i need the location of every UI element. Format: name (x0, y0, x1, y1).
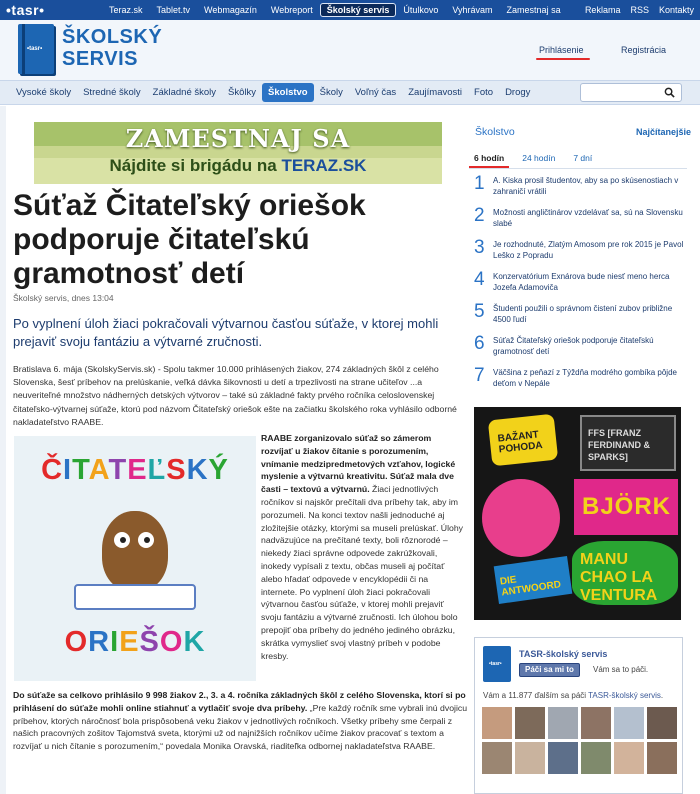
nav-stredne-skoly[interactable]: Stredné školy (83, 87, 141, 98)
list-item[interactable] (474, 334, 689, 366)
article-paragraph-2 (261, 432, 463, 662)
paragraph-2-text: Žiaci jednotlivých ročníkov si najskôr prečítali dva príbehy tak, aby im porozumeli. Na konci textov našli jednoduché aj zložitejšie otázky, ktorými sa museli prelúskať. Úlohy nadväzujúce na prečítané texty, boli rôznorodé – niekedy žiaci správne odpovede zakrúžkovali, inokedy vypísali z textu, občas museli aj počítať alebo hľadať odpovede v encyklopédii či na internete. Po vyplnení úloh žiaci pokračovali výtvarnou časťou súťaže, v ktorej mohli prejaviť svoju fantáziu a výtvarné zručnosti. Ich úlohou bolo prepojiť oba príbehy do jedného jediného obrázku, skrátka vymyslieť svoj vlastný príbeh v podobe kresby. (261, 484, 464, 661)
list-item-link[interactable]: Konzervatórium Exnárova bude niesť meno herca Jozefa Adamoviča (493, 272, 670, 292)
sidebar-heading: Školstvo (475, 126, 515, 138)
list-item-link[interactable]: Väčšina z peňazí z Týždňa modrého gombíka pôjde deťom v Nepále (493, 368, 677, 388)
nav-volny-cas[interactable]: Voľný čas (354, 87, 397, 98)
site-brand[interactable] (62, 26, 162, 70)
paragraph-2-bold: RAABE zorganizovalo súťaž so zámerom rozvíjať u žiakov čítanie s porozumením, vnímanie medzipredmetových vzťahov, logické myslenie a výtvarnú kreativitu. Súťaž mala dve časti – textovú a výtvarnú. (261, 433, 456, 495)
nav-drogy[interactable]: Drogy (505, 87, 531, 98)
list-item-link[interactable]: Súťaž Čitateľský oriešok podporuje čitateľskú gramotnosť detí (493, 336, 654, 356)
avatar[interactable] (647, 707, 677, 739)
tasr-logo[interactable]: •tasr• (6, 2, 45, 18)
top-nav-skolsky-servis[interactable]: Školský servis (320, 3, 397, 17)
sidebar-divider (469, 168, 687, 169)
sidebar-most-read[interactable]: Najčítanejšie (636, 127, 692, 137)
top-right-links (575, 0, 694, 20)
poster-badge-ffs: FFS [FRANZ FERDINAND & SPARKS] (588, 428, 650, 462)
nav-zakladne-skoly[interactable]: Základné školy (152, 87, 217, 98)
register-link[interactable]: Registrácia (621, 45, 667, 55)
avatar[interactable] (482, 742, 512, 774)
top-bar (0, 0, 700, 20)
paragraph-3-bold: Do súťaže sa celkovo prihlásilo 9 998 žiakov 2., 3. a 4. ročníka základných škôl z celého Slovenska, ktorí si po prihlásení do súťaže mohli online stiahnuť a vytlačiť svoje dva príbehy. (13, 690, 466, 713)
fb-faces-grid (482, 707, 678, 774)
search-input[interactable] (581, 86, 661, 103)
paragraph-3-text: „Pre každý ročník sme vybrali inú dvojicu príbehov, ktorých náročnosť bola prispôsobená veku žiakov v jednotlivých ročníkoch. Všetky príbehy sme čerpali z našich pracovných zošitov Tajomstvá sveta, ktorými už od najnižších ročníkov učíme žiakov pracovať s textom a rozvíjať u nich čítanie s porozumením,“ povedala Monika Oravská, riaditeľka odbornej nakladateľstva RAABE. (13, 702, 468, 752)
article-image[interactable] (14, 436, 256, 681)
most-read-list (474, 174, 689, 398)
tab-24-hodin[interactable]: 24 hodín (522, 153, 556, 163)
poster-figure-icon (482, 479, 560, 557)
list-item-number: 5 (474, 301, 485, 322)
nav-vysoke-skoly[interactable]: Vysoké školy (16, 87, 72, 98)
sidebar-tabs (474, 153, 610, 163)
banner-headline: ZAMESTNAJ SA (125, 124, 351, 153)
festival-poster-ad[interactable] (474, 407, 681, 620)
top-nav-teraz[interactable]: Teraz.sk (109, 5, 143, 15)
main-nav (0, 80, 700, 105)
poster-badge-bjork: BJÖRK (582, 493, 672, 520)
link-reklama[interactable]: Reklama (584, 5, 621, 15)
article-paragraph-3 (13, 689, 468, 753)
avatar[interactable] (581, 742, 611, 774)
article-perex: Po vyplnení úloh žiaci pokračovali výtvarnou časťou súťaže, v ktorej mohli prejaviť svoju fantáziu a výtvarné zručnosti. (13, 316, 439, 349)
image-title-bottom: ORIEŠOK (64, 626, 206, 658)
list-item-number: 7 (474, 365, 485, 386)
top-nav-tablet[interactable]: Tablet.tv (156, 5, 191, 15)
fb-page-logo-icon[interactable] (483, 646, 511, 682)
avatar[interactable] (614, 707, 644, 739)
list-item-number: 2 (474, 205, 485, 226)
book-logo-label: •tasr• (27, 46, 43, 52)
list-item[interactable] (474, 302, 689, 334)
avatar[interactable] (647, 742, 677, 774)
link-kontakty[interactable]: Kontakty (658, 5, 694, 15)
poster-badge-antwoord: DIE ANTWOORD (499, 574, 562, 599)
top-nav-vyhravam[interactable]: Vyhrávam (452, 5, 493, 15)
image-title-top: ČITATEĽSKÝ (41, 454, 229, 486)
top-nav-zamestnaj[interactable]: Zamestnaj sa (506, 5, 561, 15)
paragraph-1-text: Bratislava 6. mája (SkolskyServis.sk) - Spolu takmer 10.000 prihlásených žiakov, 274 základných škôl z celého Slovenska, šesť príbehov na prelúskanie, veľká dávka šikovnosti u detí a trpezlivosti na strane učiteľov ...a neuveriteľné množstvo nádherných detských výtvorov – také sú základné fakty prvého ročníka celoslovenskej čitateľsko-výtvarnej súťaže, ktorú pod názvom Čitateľský oriešok ešte na začiatku školského roka vyhlásilo odborné nakladateľstvo RAABE. (13, 364, 457, 427)
top-nav-webreport[interactable]: Webreport (270, 5, 313, 15)
fb-count-suffix: . (660, 691, 664, 700)
search-box (580, 83, 682, 102)
nav-skolstvo[interactable]: Školstvo (262, 83, 314, 102)
ad-banner-zamestnaj[interactable] (34, 122, 442, 184)
avatar[interactable] (548, 742, 578, 774)
nav-skoly[interactable]: Školy (319, 87, 343, 98)
avatar[interactable] (548, 707, 578, 739)
article-title: Súťaž Čitateľský oriešok podporuje čitateľskú gramotnosť detí (13, 189, 366, 290)
list-item-number: 4 (474, 269, 485, 290)
login-underline (536, 58, 590, 60)
list-item[interactable] (474, 206, 689, 238)
list-item-number: 6 (474, 333, 485, 354)
hazelnut-character-icon (102, 511, 168, 591)
nav-skolky[interactable]: Škôlky (228, 87, 257, 98)
fb-like-button[interactable]: Páči sa mi to (519, 663, 580, 677)
poster-badge-pohoda: BAŽANT POHODA (497, 429, 544, 456)
list-item-number: 3 (474, 237, 485, 258)
list-item-link[interactable]: Je rozhodnuté, Zlatým Amosom pre rok 2015 je Pavol Leško z Popradu (493, 240, 684, 260)
top-nav (102, 3, 568, 17)
avatar[interactable] (581, 707, 611, 739)
link-rss[interactable]: RSS (630, 5, 649, 15)
banner-subline (34, 156, 442, 176)
article-paragraph-1 (13, 363, 468, 429)
login-link[interactable]: Prihlásenie (539, 45, 584, 55)
brand-line-2: SERVIS (62, 48, 138, 70)
top-nav-utulkovo[interactable]: Útulkovo (403, 5, 439, 15)
facebook-like-box (474, 637, 683, 794)
avatar[interactable] (515, 707, 545, 739)
book-logo-icon[interactable] (18, 24, 54, 74)
list-item[interactable] (474, 366, 689, 398)
fb-count-link[interactable]: TASR-školský servis (588, 691, 661, 700)
avatar[interactable] (515, 742, 545, 774)
tab-7-dni[interactable]: 7 dní (573, 153, 593, 163)
search-icon[interactable] (664, 87, 675, 98)
open-book-icon (74, 584, 196, 610)
list-item-link[interactable]: Študenti použili o správnom čistení zubov približne 4500 ľudí (493, 304, 673, 324)
nav-foto[interactable]: Foto (474, 87, 494, 98)
nav-zaujimavosti[interactable]: Zaujímavosti (408, 87, 463, 98)
brand-line-1: ŠKOLSKÝ (62, 26, 163, 48)
fb-like-count (483, 691, 679, 700)
tab-6-hodin[interactable]: 6 hodín (474, 153, 505, 163)
site-header (0, 20, 700, 80)
list-item-link[interactable]: A. Kiska prosil študentov, aby sa po skúsenostiach v zahraničí vrátili (493, 176, 679, 196)
fb-count-prefix: Vám a 11.877 ďalším sa páči (483, 691, 589, 700)
fb-like-text: Vám sa to páči. (593, 665, 649, 674)
avatar[interactable] (482, 707, 512, 739)
list-item[interactable] (474, 270, 689, 302)
poster-badge-manu-chao: MANU CHAO LA VENTURA (580, 551, 658, 604)
list-item[interactable] (474, 174, 689, 206)
fb-logo-label: •tasr• (489, 661, 502, 667)
list-item[interactable] (474, 238, 689, 270)
top-nav-webmagazin[interactable]: Webmagazín (204, 5, 257, 15)
banner-sub-brand: TERAZ.SK (281, 156, 367, 175)
article-meta: Školský servis, dnes 13:04 (13, 293, 114, 303)
list-item-number: 1 (474, 173, 485, 194)
list-item-link[interactable]: Možnosti angličtinárov vzdelávať sa, sú na Slovensku slabé (493, 208, 683, 228)
fb-page-name[interactable]: TASR-školský servis (519, 649, 608, 659)
avatar[interactable] (614, 742, 644, 774)
left-gutter (0, 106, 6, 794)
banner-sub-prefix: Nájdite si brigádu na (109, 156, 282, 175)
